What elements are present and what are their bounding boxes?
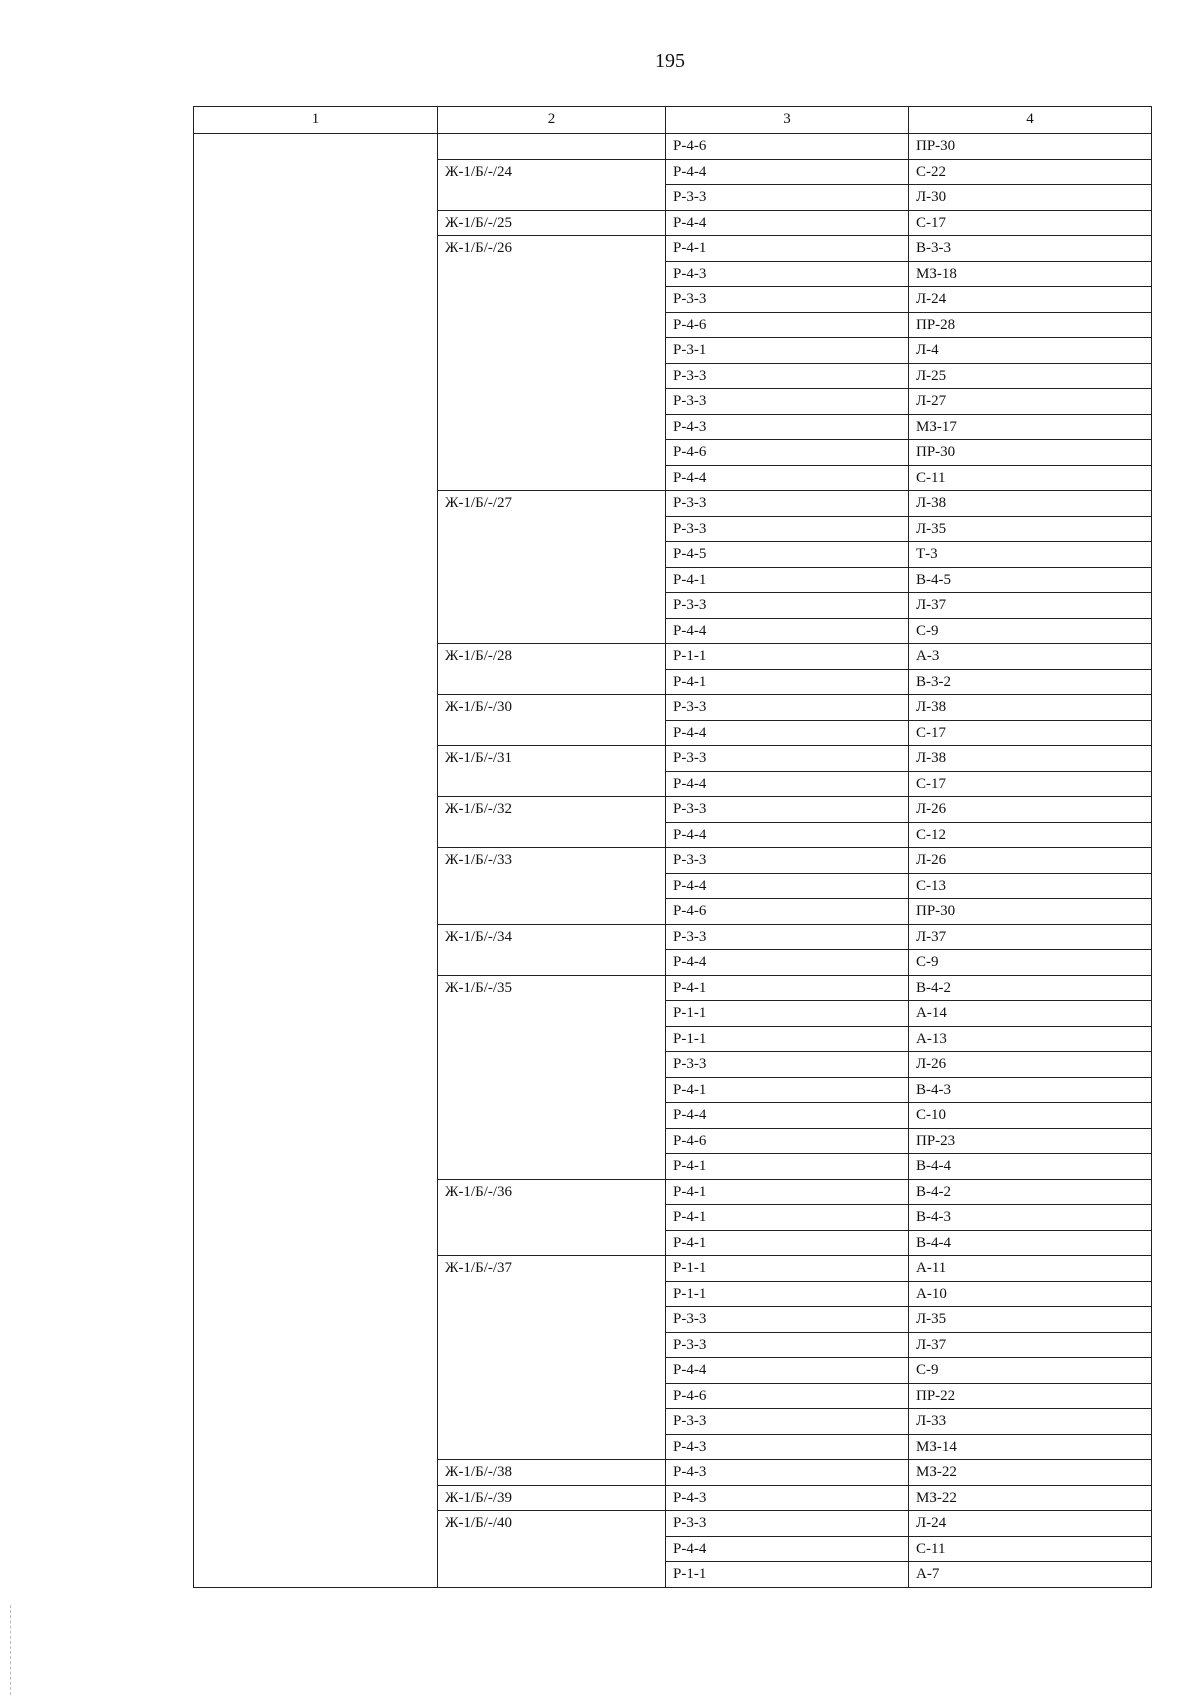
- table-row: [194, 542, 1152, 568]
- cell-item-code: С-17: [909, 771, 1152, 797]
- cell-object-code: [438, 1358, 666, 1384]
- table-row: [194, 746, 1152, 772]
- table-row: [194, 338, 1152, 364]
- table-row: [194, 1052, 1152, 1078]
- table-row: [194, 210, 1152, 236]
- table-row: [194, 440, 1152, 466]
- column-header-2: 2: [438, 107, 666, 134]
- cell-category-code: Р-4-6: [666, 1128, 909, 1154]
- table-row: [194, 567, 1152, 593]
- cell-category-code: Р-4-3: [666, 414, 909, 440]
- table-row: [194, 491, 1152, 517]
- cell-category-code: Р-4-4: [666, 210, 909, 236]
- cell-category-code: Р-4-4: [666, 1536, 909, 1562]
- cell-col1: [194, 185, 438, 211]
- cell-col1: [194, 287, 438, 313]
- cell-col1: [194, 1205, 438, 1231]
- cell-col1: [194, 1077, 438, 1103]
- cell-item-code: ПР-30: [909, 899, 1152, 925]
- cell-item-code: Л-27: [909, 389, 1152, 415]
- cell-item-code: Л-33: [909, 1409, 1152, 1435]
- cell-col1: [194, 1001, 438, 1027]
- cell-col1: [194, 1256, 438, 1282]
- cell-object-code: [438, 950, 666, 976]
- cell-object-code: Ж-1/Б/-/32: [438, 797, 666, 823]
- cell-item-code: А-11: [909, 1256, 1152, 1282]
- cell-category-code: Р-3-3: [666, 287, 909, 313]
- cell-item-code: В-4-3: [909, 1205, 1152, 1231]
- cell-category-code: Р-4-4: [666, 873, 909, 899]
- cell-item-code: МЗ-14: [909, 1434, 1152, 1460]
- cell-col1: [194, 695, 438, 721]
- table-row: [194, 1485, 1152, 1511]
- table-row: [194, 695, 1152, 721]
- cell-item-code: ПР-28: [909, 312, 1152, 338]
- cell-object-code: [438, 338, 666, 364]
- cell-object-code: Ж-1/Б/-/24: [438, 159, 666, 185]
- cell-category-code: Р-4-4: [666, 465, 909, 491]
- cell-item-code: В-4-2: [909, 975, 1152, 1001]
- cell-col1: [194, 1052, 438, 1078]
- table-row: [194, 1511, 1152, 1537]
- cell-category-code: Р-4-1: [666, 975, 909, 1001]
- cell-item-code: С-10: [909, 1103, 1152, 1129]
- table-row: [194, 1077, 1152, 1103]
- table-row: [194, 975, 1152, 1001]
- cell-object-code: [438, 1562, 666, 1588]
- table-row: [194, 1332, 1152, 1358]
- cell-item-code: МЗ-18: [909, 261, 1152, 287]
- cell-item-code: Л-26: [909, 797, 1152, 823]
- table-row: [194, 1358, 1152, 1384]
- scan-margin-mark: [10, 1605, 12, 1695]
- cell-object-code: [438, 1128, 666, 1154]
- cell-col1: [194, 1383, 438, 1409]
- cell-category-code: Р-4-6: [666, 312, 909, 338]
- cell-category-code: Р-4-4: [666, 1103, 909, 1129]
- cell-category-code: Р-4-5: [666, 542, 909, 568]
- table-row: [194, 516, 1152, 542]
- cell-object-code: [438, 134, 666, 160]
- cell-category-code: Р-3-3: [666, 924, 909, 950]
- cell-col1: [194, 491, 438, 517]
- table-row: [194, 185, 1152, 211]
- cell-object-code: [438, 1205, 666, 1231]
- cell-item-code: С-13: [909, 873, 1152, 899]
- cell-object-code: Ж-1/Б/-/31: [438, 746, 666, 772]
- table-row: [194, 414, 1152, 440]
- table-row: [194, 822, 1152, 848]
- table-row: [194, 669, 1152, 695]
- cell-category-code: Р-3-3: [666, 363, 909, 389]
- cell-col1: [194, 542, 438, 568]
- cell-col1: [194, 1536, 438, 1562]
- cell-object-code: Ж-1/Б/-/37: [438, 1256, 666, 1282]
- cell-item-code: В-4-3: [909, 1077, 1152, 1103]
- data-table: [193, 106, 1152, 1588]
- table-row: [194, 1154, 1152, 1180]
- cell-category-code: Р-4-3: [666, 1485, 909, 1511]
- cell-category-code: Р-4-1: [666, 669, 909, 695]
- table-row: [194, 1409, 1152, 1435]
- cell-object-code: [438, 873, 666, 899]
- cell-item-code: Л-37: [909, 593, 1152, 619]
- cell-item-code: Л-24: [909, 1511, 1152, 1537]
- cell-object-code: [438, 1077, 666, 1103]
- cell-item-code: Л-25: [909, 363, 1152, 389]
- cell-item-code: МЗ-22: [909, 1460, 1152, 1486]
- cell-item-code: С-12: [909, 822, 1152, 848]
- cell-category-code: Р-1-1: [666, 1562, 909, 1588]
- cell-object-code: [438, 1026, 666, 1052]
- table-row: [194, 924, 1152, 950]
- cell-col1: [194, 1434, 438, 1460]
- cell-object-code: [438, 1230, 666, 1256]
- table-row: [194, 159, 1152, 185]
- cell-col1: [194, 1307, 438, 1333]
- cell-item-code: В-4-2: [909, 1179, 1152, 1205]
- table-row: [194, 797, 1152, 823]
- cell-item-code: С-17: [909, 210, 1152, 236]
- cell-object-code: [438, 185, 666, 211]
- cell-col1: [194, 465, 438, 491]
- table-header: [194, 107, 1152, 134]
- cell-item-code: Т-3: [909, 542, 1152, 568]
- cell-item-code: Л-37: [909, 924, 1152, 950]
- table-body: [194, 134, 1152, 1588]
- cell-category-code: Р-4-4: [666, 950, 909, 976]
- table-row: [194, 1307, 1152, 1333]
- table-row: [194, 1434, 1152, 1460]
- cell-object-code: Ж-1/Б/-/33: [438, 848, 666, 874]
- cell-col1: [194, 1154, 438, 1180]
- cell-category-code: Р-3-3: [666, 389, 909, 415]
- cell-item-code: МЗ-17: [909, 414, 1152, 440]
- cell-item-code: Л-24: [909, 287, 1152, 313]
- cell-col1: [194, 210, 438, 236]
- table-row: [194, 899, 1152, 925]
- cell-col1: [194, 1026, 438, 1052]
- cell-col1: [194, 134, 438, 160]
- cell-category-code: Р-1-1: [666, 644, 909, 670]
- table-row: [194, 1562, 1152, 1588]
- table-row: [194, 720, 1152, 746]
- cell-item-code: А-7: [909, 1562, 1152, 1588]
- cell-col1: [194, 261, 438, 287]
- cell-col1: [194, 899, 438, 925]
- cell-item-code: С-11: [909, 1536, 1152, 1562]
- cell-category-code: Р-4-1: [666, 567, 909, 593]
- cell-category-code: Р-3-3: [666, 516, 909, 542]
- cell-col1: [194, 1103, 438, 1129]
- cell-col1: [194, 1332, 438, 1358]
- cell-object-code: [438, 593, 666, 619]
- cell-item-code: Л-26: [909, 848, 1152, 874]
- column-header-1: 1: [194, 107, 438, 134]
- cell-col1: [194, 644, 438, 670]
- cell-object-code: [438, 1281, 666, 1307]
- cell-item-code: МЗ-22: [909, 1485, 1152, 1511]
- cell-object-code: [438, 567, 666, 593]
- cell-category-code: Р-1-1: [666, 1256, 909, 1282]
- cell-category-code: Р-4-4: [666, 822, 909, 848]
- cell-col1: [194, 873, 438, 899]
- cell-category-code: Р-4-6: [666, 1383, 909, 1409]
- cell-category-code: Р-4-1: [666, 1154, 909, 1180]
- cell-col1: [194, 950, 438, 976]
- cell-col1: [194, 746, 438, 772]
- cell-category-code: Р-1-1: [666, 1001, 909, 1027]
- cell-object-code: Ж-1/Б/-/36: [438, 1179, 666, 1205]
- cell-col1: [194, 414, 438, 440]
- cell-object-code: Ж-1/Б/-/26: [438, 236, 666, 262]
- cell-object-code: Ж-1/Б/-/35: [438, 975, 666, 1001]
- table-row: [194, 644, 1152, 670]
- cell-category-code: Р-3-3: [666, 1409, 909, 1435]
- cell-col1: [194, 1460, 438, 1486]
- cell-col1: [194, 720, 438, 746]
- cell-object-code: Ж-1/Б/-/40: [438, 1511, 666, 1537]
- cell-object-code: [438, 389, 666, 415]
- cell-col1: [194, 1358, 438, 1384]
- cell-item-code: С-22: [909, 159, 1152, 185]
- cell-item-code: Л-37: [909, 1332, 1152, 1358]
- cell-category-code: Р-4-4: [666, 771, 909, 797]
- table-row: [194, 1103, 1152, 1129]
- table-row: [194, 134, 1152, 160]
- cell-category-code: Р-3-3: [666, 185, 909, 211]
- cell-col1: [194, 1485, 438, 1511]
- cell-category-code: Р-4-6: [666, 134, 909, 160]
- cell-col1: [194, 1128, 438, 1154]
- cell-col1: [194, 159, 438, 185]
- table-row: [194, 618, 1152, 644]
- page-number: 195: [655, 50, 685, 72]
- cell-item-code: С-11: [909, 465, 1152, 491]
- table-row: [194, 1128, 1152, 1154]
- cell-category-code: Р-3-3: [666, 695, 909, 721]
- column-header-3: 3: [666, 107, 909, 134]
- cell-item-code: Л-35: [909, 516, 1152, 542]
- cell-category-code: Р-3-3: [666, 593, 909, 619]
- cell-category-code: Р-4-1: [666, 1179, 909, 1205]
- cell-col1: [194, 848, 438, 874]
- cell-object-code: [438, 363, 666, 389]
- table-row: [194, 1460, 1152, 1486]
- cell-object-code: [438, 1052, 666, 1078]
- cell-object-code: [438, 440, 666, 466]
- cell-object-code: Ж-1/Б/-/30: [438, 695, 666, 721]
- cell-object-code: [438, 312, 666, 338]
- cell-object-code: [438, 287, 666, 313]
- cell-col1: [194, 1179, 438, 1205]
- cell-category-code: Р-4-1: [666, 1205, 909, 1231]
- table-row: [194, 287, 1152, 313]
- cell-col1: [194, 389, 438, 415]
- table-row: [194, 261, 1152, 287]
- table-row: [194, 389, 1152, 415]
- cell-category-code: Р-3-3: [666, 848, 909, 874]
- cell-item-code: Л-30: [909, 185, 1152, 211]
- cell-col1: [194, 924, 438, 950]
- cell-category-code: Р-4-1: [666, 236, 909, 262]
- column-header-4: 4: [909, 107, 1152, 134]
- cell-category-code: Р-4-4: [666, 618, 909, 644]
- cell-category-code: Р-4-4: [666, 720, 909, 746]
- cell-object-code: [438, 1154, 666, 1180]
- cell-item-code: Л-4: [909, 338, 1152, 364]
- table-row: [194, 771, 1152, 797]
- cell-object-code: [438, 720, 666, 746]
- cell-col1: [194, 440, 438, 466]
- cell-object-code: Ж-1/Б/-/27: [438, 491, 666, 517]
- table-row: [194, 312, 1152, 338]
- cell-col1: [194, 822, 438, 848]
- cell-category-code: Р-4-6: [666, 440, 909, 466]
- cell-col1: [194, 312, 438, 338]
- cell-item-code: Л-35: [909, 1307, 1152, 1333]
- cell-object-code: [438, 1409, 666, 1435]
- cell-category-code: Р-1-1: [666, 1026, 909, 1052]
- cell-col1: [194, 618, 438, 644]
- cell-item-code: Л-38: [909, 746, 1152, 772]
- cell-item-code: С-9: [909, 1358, 1152, 1384]
- cell-col1: [194, 363, 438, 389]
- cell-object-code: [438, 1307, 666, 1333]
- cell-item-code: В-4-5: [909, 567, 1152, 593]
- cell-col1: [194, 236, 438, 262]
- table-row: [194, 1001, 1152, 1027]
- cell-col1: [194, 975, 438, 1001]
- cell-item-code: А-3: [909, 644, 1152, 670]
- cell-category-code: Р-1-1: [666, 1281, 909, 1307]
- cell-item-code: В-4-4: [909, 1154, 1152, 1180]
- cell-object-code: [438, 669, 666, 695]
- cell-object-code: Ж-1/Б/-/39: [438, 1485, 666, 1511]
- table-row: [194, 1281, 1152, 1307]
- cell-category-code: Р-4-4: [666, 1358, 909, 1384]
- cell-object-code: Ж-1/Б/-/34: [438, 924, 666, 950]
- cell-item-code: ПР-30: [909, 134, 1152, 160]
- cell-category-code: Р-3-3: [666, 1307, 909, 1333]
- cell-item-code: С-9: [909, 618, 1152, 644]
- cell-item-code: С-17: [909, 720, 1152, 746]
- cell-col1: [194, 1562, 438, 1588]
- cell-item-code: Л-26: [909, 1052, 1152, 1078]
- cell-object-code: Ж-1/Б/-/25: [438, 210, 666, 236]
- table-row: [194, 363, 1152, 389]
- table-row: [194, 465, 1152, 491]
- cell-item-code: С-9: [909, 950, 1152, 976]
- cell-col1: [194, 1409, 438, 1435]
- cell-object-code: [438, 618, 666, 644]
- cell-col1: [194, 669, 438, 695]
- cell-object-code: [438, 822, 666, 848]
- cell-col1: [194, 593, 438, 619]
- table-row: [194, 873, 1152, 899]
- cell-object-code: [438, 1001, 666, 1027]
- cell-object-code: [438, 1434, 666, 1460]
- cell-category-code: Р-3-3: [666, 1511, 909, 1537]
- cell-object-code: [438, 1103, 666, 1129]
- cell-category-code: Р-4-3: [666, 261, 909, 287]
- table-row: [194, 848, 1152, 874]
- cell-category-code: Р-3-3: [666, 797, 909, 823]
- cell-object-code: [438, 771, 666, 797]
- cell-category-code: Р-4-3: [666, 1460, 909, 1486]
- cell-category-code: Р-3-1: [666, 338, 909, 364]
- cell-item-code: ПР-30: [909, 440, 1152, 466]
- cell-col1: [194, 1511, 438, 1537]
- cell-item-code: Л-38: [909, 695, 1152, 721]
- cell-category-code: Р-4-1: [666, 1230, 909, 1256]
- cell-col1: [194, 797, 438, 823]
- cell-category-code: Р-3-3: [666, 1052, 909, 1078]
- cell-object-code: [438, 1332, 666, 1358]
- cell-col1: [194, 567, 438, 593]
- cell-col1: [194, 771, 438, 797]
- table-row: [194, 950, 1152, 976]
- cell-col1: [194, 516, 438, 542]
- cell-col1: [194, 1230, 438, 1256]
- cell-object-code: [438, 516, 666, 542]
- table-row: [194, 1536, 1152, 1562]
- cell-category-code: Р-4-6: [666, 899, 909, 925]
- cell-object-code: Ж-1/Б/-/28: [438, 644, 666, 670]
- table-row: [194, 593, 1152, 619]
- cell-object-code: [438, 465, 666, 491]
- cell-item-code: ПР-23: [909, 1128, 1152, 1154]
- cell-object-code: [438, 1383, 666, 1409]
- cell-category-code: Р-3-3: [666, 491, 909, 517]
- cell-col1: [194, 338, 438, 364]
- table-row: [194, 1230, 1152, 1256]
- table-row: [194, 1256, 1152, 1282]
- cell-category-code: Р-3-3: [666, 746, 909, 772]
- cell-item-code: В-3-3: [909, 236, 1152, 262]
- cell-item-code: А-13: [909, 1026, 1152, 1052]
- header-row: [194, 107, 1152, 134]
- table-row: [194, 1026, 1152, 1052]
- cell-item-code: А-10: [909, 1281, 1152, 1307]
- cell-category-code: Р-4-3: [666, 1434, 909, 1460]
- cell-category-code: Р-4-1: [666, 1077, 909, 1103]
- cell-category-code: Р-3-3: [666, 1332, 909, 1358]
- cell-item-code: В-4-4: [909, 1230, 1152, 1256]
- cell-item-code: Л-38: [909, 491, 1152, 517]
- cell-item-code: В-3-2: [909, 669, 1152, 695]
- cell-object-code: [438, 542, 666, 568]
- cell-object-code: [438, 899, 666, 925]
- cell-col1: [194, 1281, 438, 1307]
- table-row: [194, 1179, 1152, 1205]
- cell-object-code: [438, 414, 666, 440]
- table-row: [194, 236, 1152, 262]
- table-row: [194, 1383, 1152, 1409]
- table-row: [194, 1205, 1152, 1231]
- cell-item-code: А-14: [909, 1001, 1152, 1027]
- cell-category-code: Р-4-4: [666, 159, 909, 185]
- cell-object-code: Ж-1/Б/-/38: [438, 1460, 666, 1486]
- cell-object-code: [438, 261, 666, 287]
- cell-object-code: [438, 1536, 666, 1562]
- cell-item-code: ПР-22: [909, 1383, 1152, 1409]
